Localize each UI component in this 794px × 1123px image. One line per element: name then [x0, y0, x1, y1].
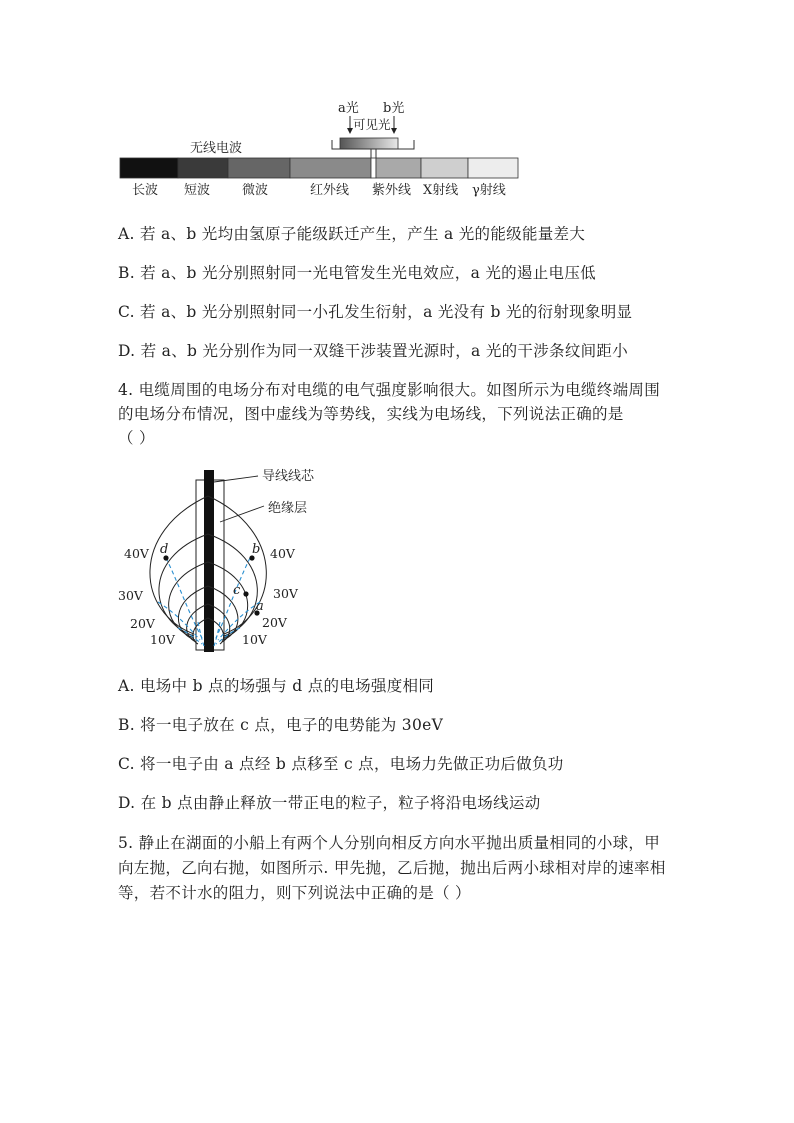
- band-micro: 微波: [242, 183, 269, 198]
- spectrum-figure: [118, 96, 528, 200]
- point-d-label: d: [160, 542, 169, 557]
- q4-option-c: C. 将一电子由 a 点经 b 点移至 c 点，电场力先做正功后做负功: [118, 755, 564, 773]
- right-tick-30: 30V: [273, 586, 298, 601]
- band-uv: 紫外线: [372, 183, 412, 198]
- point-c-dot: [243, 591, 248, 596]
- band-xray: X射线: [423, 183, 459, 198]
- left-tick-30: 30V: [118, 588, 143, 603]
- point-a-label: a: [256, 599, 264, 614]
- q3-option-d: D. 若 a、b 光分别作为同一双缝干涉装置光源时，a 光的干涉条纹间距小: [118, 342, 629, 360]
- b-light-label: b光: [383, 101, 405, 116]
- cable-field-figure: [118, 462, 328, 654]
- q4-stem-line1: 4. 电缆周围的电场分布对电缆的电气强度影响很大。如图所示为电缆终端周围: [118, 381, 661, 399]
- band-long: 长波: [132, 183, 159, 198]
- q3-option-c: C. 若 a、b 光分别照射同一小孔发生衍射，a 光没有 b 光的衍射现象明显: [118, 303, 633, 321]
- q5-stem-line3: 等，若不计水的阻力，则下列说法中正确的是（ ）: [118, 884, 471, 902]
- point-b-label: b: [252, 542, 261, 557]
- left-tick-20: 20V: [130, 616, 155, 631]
- q4-stem-line2: 的电场分布情况，图中虚线为等势线，实线为电场线，下列说法正确的是: [118, 405, 624, 423]
- a-light-label: a光: [338, 101, 359, 116]
- q4-stem-line3: （ ）: [118, 429, 155, 447]
- right-tick-40: 40V: [270, 546, 295, 561]
- q4-option-b: B. 将一电子放在 c 点，电子的电势能为 30eV: [118, 716, 444, 734]
- band-short: 短波: [184, 183, 211, 198]
- left-tick-40: 40V: [124, 546, 149, 561]
- q4-option-a: A. 电场中 b 点的场强与 d 点的电场强度相同: [118, 677, 435, 695]
- q5-stem-line1: 5. 静止在湖面的小船上有两个人分别向相反方向水平抛出质量相同的小球，甲: [118, 834, 661, 852]
- band-gamma: γ射线: [472, 183, 506, 198]
- left-tick-10: 10V: [150, 632, 175, 647]
- insulation-label: 绝缘层: [268, 501, 308, 516]
- visible-band: [340, 138, 398, 149]
- q5-stem-line2: 向左抛，乙向右抛，如图所示. 甲先抛，乙后抛，抛出后两小球相对岸的速率相: [118, 859, 666, 877]
- right-tick-20: 20V: [262, 615, 287, 630]
- q3-option-b: B. 若 a、b 光分别照射同一光电管发生光电效应，a 光的遏止电压低: [118, 264, 596, 282]
- core-label: 导线线芯: [262, 469, 315, 484]
- point-c-label: c: [233, 583, 241, 598]
- band-infrared: 红外线: [310, 183, 350, 198]
- right-tick-10: 10V: [242, 632, 267, 647]
- b-arrow-head: [391, 128, 397, 134]
- q3-option-a: A. 若 a、b 光均由氢原子能级跃迁产生，产生 a 光的能级能量差大: [118, 225, 586, 243]
- visible-label: 可见光: [353, 117, 391, 132]
- q4-option-d: D. 在 b 点由静止释放一带正电的粒子，粒子将沿电场线运动: [118, 794, 541, 812]
- radio-label: 无线电波: [190, 141, 243, 156]
